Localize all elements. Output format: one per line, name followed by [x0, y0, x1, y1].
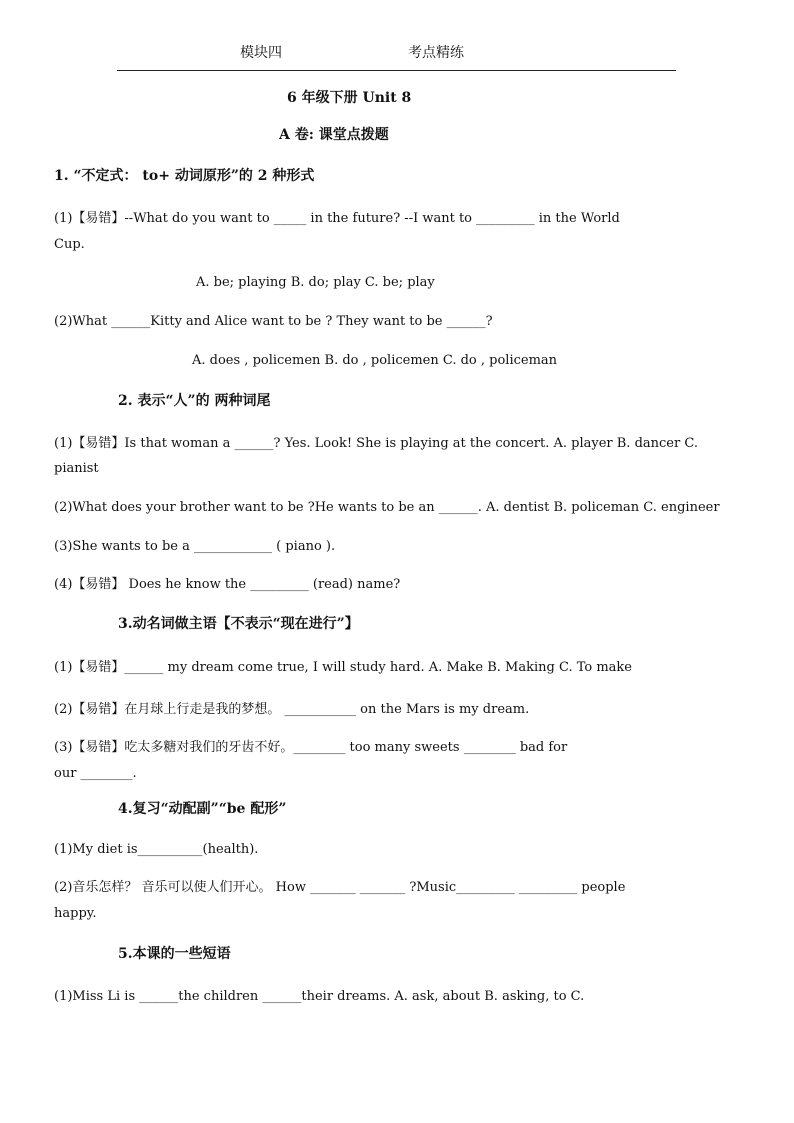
question-text: (2)What does your brother want to be ?He wants to be an ______. A. dentist B. policeman C. engineer: [54, 500, 720, 515]
question-text: our ________.: [54, 766, 137, 781]
question-text: (1)Miss Li is ______the children ______their dreams. A. ask, about B. asking, to C.: [54, 989, 585, 1004]
answer-options: A. be; playing B. do; play C. be; play: [196, 275, 435, 290]
header-topic: 考点精练: [408, 45, 464, 61]
question-text: (2)【易错】在月球上行走是我的梦想。 ___________ on the Mars is my dream.: [54, 702, 530, 717]
page-title: 6 年级下册 Unit 8: [287, 90, 412, 106]
section-heading: 3.动名词做主语【不表示“现在进行”】: [118, 616, 359, 632]
section-heading: 4.复习“动配副”“be 配形”: [118, 801, 287, 817]
question-text: (3)She wants to be a ____________ ( piano ).: [54, 539, 336, 554]
question-text: (3)【易错】吃太多糖对我们的牙齿不好。________ too many sweets ________ bad for: [54, 740, 568, 755]
question-text: (1)【易错】______ my dream come true, I will study hard. A. Make B. Making C. To make: [54, 660, 632, 675]
question-text: (4)【易错】 Does he know the _________ (read) name?: [54, 577, 401, 592]
header-module: 模块四: [240, 45, 282, 61]
question-text: (1)My diet is__________(health).: [54, 842, 259, 857]
section-heading: 2. 表示“人”的 两种词尾: [118, 393, 271, 409]
question-text: (2)What ______Kitty and Alice want to be ? They want to be ______?: [54, 314, 493, 329]
question-text: (1)【易错】Is that woman a ______? Yes. Look! She is playing at the concert. A. player B. dancer C.: [54, 436, 698, 451]
question-text: happy.: [54, 906, 97, 921]
question-text: (2)音乐怎样？ 音乐可以使人们开心。 How _______ _______ ?Music_________ _________ people: [54, 880, 626, 895]
section-heading: 1. “不定式： to+ 动词原形”的 2 种形式: [54, 168, 315, 184]
answer-options: A. does , policemen B. do , policemen C. do , policeman: [192, 353, 558, 368]
question-text: Cup.: [54, 237, 85, 252]
question-text: (1)【易错】--What do you want to _____ in the future? --I want to _________ in the World: [54, 211, 620, 226]
section-heading: 5.本课的一些短语: [118, 946, 231, 962]
page-subtitle: A 卷: 课堂点拨题: [279, 127, 389, 143]
question-text: pianist: [54, 461, 99, 476]
header-rule: [117, 70, 676, 71]
